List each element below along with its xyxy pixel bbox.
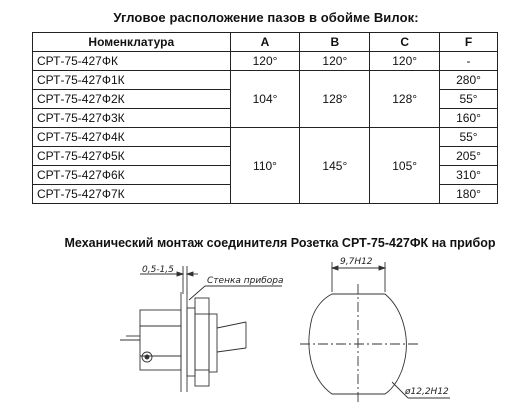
cell-name: СРТ-75-427Ф4К [33,128,231,147]
cell-name: СРТ-75-427Ф6К [33,166,231,185]
cell-f: 180° [440,185,498,204]
dim-gap-label: 0,5-1,5 [142,265,174,275]
section-title: Механический монтаж соединителя Розетка СРТ-75-427ФК на прибор [64,236,496,250]
cell-c: 120° [370,52,440,71]
cell-b: 128° [300,71,370,128]
cell-f: 280° [440,71,498,90]
slot-angle-table [32,32,498,204]
table-title: Угловое расположение пазов в обойме Вилок: [113,10,419,25]
table-header-row [33,33,498,52]
cell-a: 104° [230,71,300,128]
cell-f: - [440,52,498,71]
cell-name: СРТ-75-427Ф2К [33,90,231,109]
table-row [33,71,498,90]
cell-name: СРТ-75-427Ф3К [33,109,231,128]
cell-f: 55° [440,128,498,147]
header-nomenclature: Номенклатура [33,33,231,52]
cell-b: 145° [300,128,370,204]
header-a: A [230,33,300,52]
cell-b: 120° [300,52,370,71]
header-c: C [370,33,440,52]
table-row [33,52,498,71]
cell-c: 105° [370,128,440,204]
mounting-drawing [0,252,532,418]
dim-diameter-label: ø12,2Н12 [405,387,449,397]
header-f: F [440,33,498,52]
cell-f: 310° [440,166,498,185]
cell-name: СРТ-75-427ФК [33,52,231,71]
cell-f: 160° [440,109,498,128]
cell-a: 110° [230,128,300,204]
panel-cutout-view [300,262,450,402]
cell-f: 55° [440,90,498,109]
cell-name: СРТ-75-427Ф7К [33,185,231,204]
cell-f: 205° [440,147,498,166]
cell-a: 120° [230,52,300,71]
cell-name: СРТ-75-427Ф1К [33,71,231,90]
table-row [33,128,498,147]
cell-name: СРТ-75-427Ф5К [33,147,231,166]
wall-label: Стенка прибора [207,276,284,286]
header-b: B [300,33,370,52]
dim-width-label: 9,7Н12 [340,257,373,267]
cell-c: 128° [370,71,440,128]
